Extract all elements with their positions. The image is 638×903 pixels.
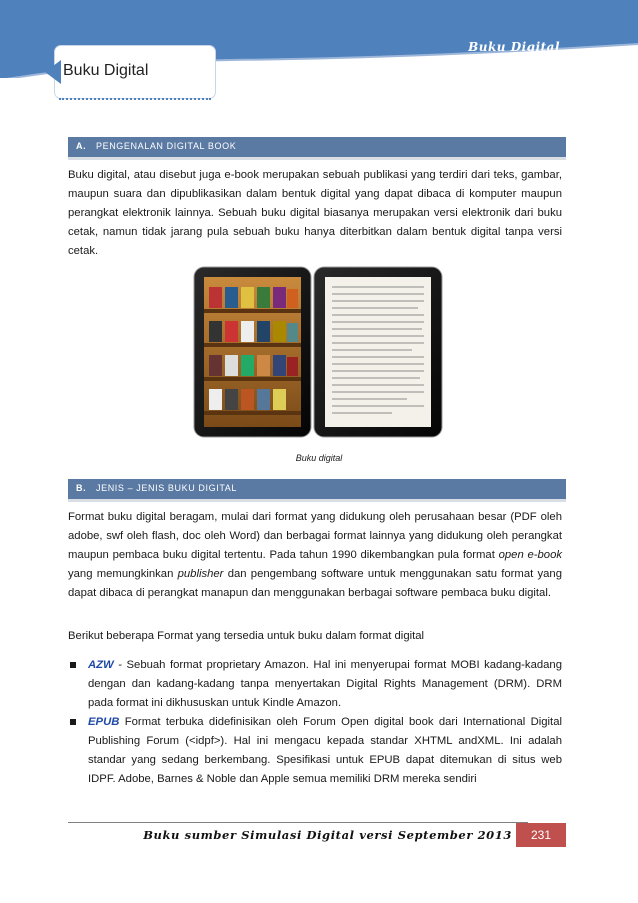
section-a-heading [68,137,566,160]
section-a-paragraph: Buku digital, atau disebut juga e-book merupakan sebuah publikasi yang terdiri dari teks, gambar, maupun suara dan dipublikasikan dalam bentuk digital yang dapat dibaca di komputer maupun perangkat elektronik lainnya. Sebuah buku digital biasanya merupakan versi elektronik dari buku cetak, namun tidak jarang pula sebuah buku hanya diterbitkan dalam bentuk digital tanpa versi cetak. [68,169,562,257]
figure-caption: Buku digital [295,453,343,463]
section-b-paragraph-part-a: Format buku digital beragam, mulai dari format yang didukung oleh perusahaan besar (PDF oleh adobe, swf oleh flash, doc oleh Word) dan berbagai format lainnya yang didukung oleh perangkat maupun pembaca buku digital tertentu. Pada tahun 1990 dikembangkan pula format [68,511,562,561]
section-b-paragraph-part-c: dan pengembang software untuk menggunakan satu format yang dapat dibaca di perangkat manapun dan menggunakan berbagai software pembaca buku digital. [68,568,562,599]
format-list [68,656,562,789]
format-term-epub: EPUB [88,716,120,728]
page-number: 231 [516,823,566,847]
format-desc-epub: Format terbuka didefinisikan oleh Forum Open digital book dari International Digital Publishing Forum (<idpf>). Hal ini mengacu kepada standar XHTML andXML. Ini adalah standar yang sedang berkembang. Spesifikasi untuk EPUB dapat ditemukan di situs web IDPF. Adobe, Barnes & Noble dan Apple semua memiliki DRM mereka sendiri [88,716,562,785]
ebook-tablets-image [192,265,445,442]
formats-intro: Berikut beberapa Format yang tersedia untuk buku dalam format digital [68,630,425,642]
chapter-label-box [55,46,215,98]
chapter-dotted-rule [59,98,211,100]
footer-text: Buku sumber Simulasi Digital versi September 2013 [143,828,512,842]
format-desc-azw: - Sebuah format proprietary Amazon. Hal ini menyerupai format MOBI kadang-kadang dengan dan kadang-kadang tanpa menyertakan Digital Rights Management (DRM). DRM pada format ini dikhususkan untuk Kindle Amazon. [88,659,562,709]
list-item-azw [68,656,562,713]
footer-rule [68,822,528,823]
section-b-title: JENIS – JENIS BUKU DIGITAL [96,483,237,493]
section-a-title: PENGENALAN DIGITAL BOOK [96,141,237,151]
section-b-paragraph [68,508,562,603]
list-item-epub [68,713,562,789]
section-b-paragraph-part-b: yang memungkinkan [68,568,178,580]
open-ebook-term: open e-book [498,549,563,561]
running-header-title: Buku Digital [468,40,560,54]
section-b-letter: B. [76,483,87,493]
section-a-letter: A. [76,141,87,151]
publisher-term: publisher [177,568,224,580]
section-b-heading [68,479,566,502]
format-term-azw: AZW [88,659,114,671]
chapter-label: Buku Digital [63,62,149,79]
